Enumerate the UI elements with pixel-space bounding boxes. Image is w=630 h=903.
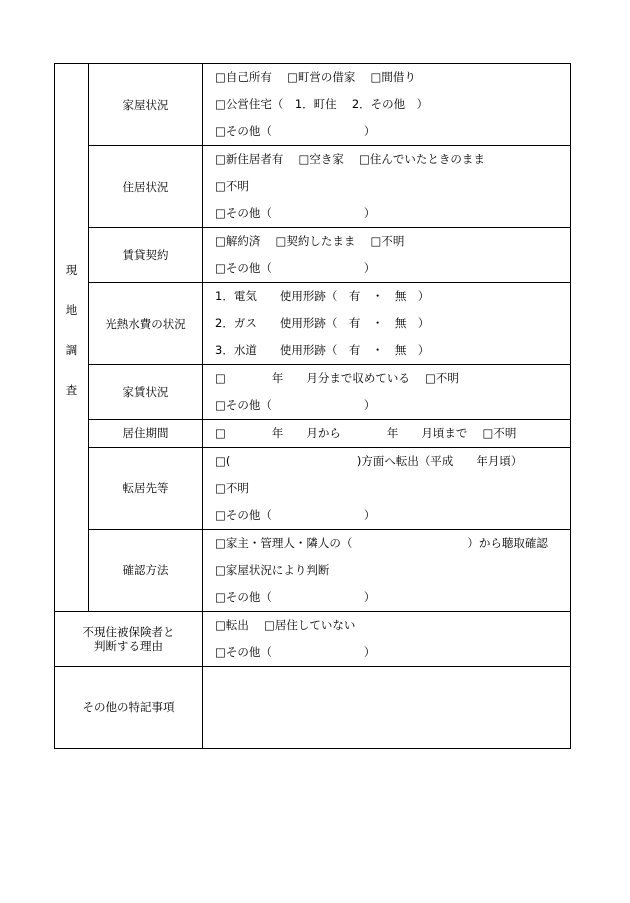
option-line[interactable]: □公営住宅（ 1．町住 2．その他 ） [215, 97, 429, 112]
option-line[interactable]: □その他（ ） [215, 205, 376, 220]
option-line[interactable]: 2．ガス 使用形跡（ 有 ・ 無 ） [215, 316, 430, 331]
vertical-label-char: 現 [65, 263, 78, 278]
row-label-rental-contract: 賃貸契約 [89, 228, 203, 283]
rent-status-options [203, 365, 571, 420]
row-label-utilities-status: 光熱水費の状況 [89, 283, 203, 365]
option-line[interactable]: □解約済 □契約したまま □不明 [215, 234, 405, 249]
row-label-moving-destination: 転居先等 [89, 447, 203, 529]
row-label-confirmation-method: 確認方法 [89, 529, 203, 611]
non-residence-reason-line1: 不現住被保険者と [82, 624, 175, 639]
non-residence-reason-line2: 判断する理由 [94, 638, 163, 653]
option-line[interactable]: □その他（ ） [215, 507, 376, 522]
option-line[interactable]: □家屋状況により判断 [215, 562, 330, 577]
option-line[interactable]: □転出 □居住していない [215, 618, 356, 632]
option-line[interactable]: □その他（ ） [215, 644, 376, 659]
row-label-house-status: 家屋状況 [89, 64, 203, 146]
option-line[interactable]: □その他（ ） [215, 123, 376, 138]
confirmation-method-options [203, 529, 571, 611]
option-line[interactable]: □その他（ ） [215, 398, 376, 412]
option-line[interactable]: □ 年 月から 年 月頃まで □不明 [215, 426, 517, 440]
utilities-status-options [203, 283, 571, 365]
row-label-residence-period: 居住期間 [89, 420, 203, 448]
option-line[interactable]: □その他（ ） [215, 261, 376, 275]
vertical-label-char: 調 [65, 343, 78, 358]
option-line[interactable]: □( )方面へ転出（平成 年月頃） [215, 454, 523, 469]
field-survey-vertical-label [55, 64, 89, 612]
option-line[interactable]: □自己所有 □町営の借家 □間借り [215, 70, 416, 85]
vertical-label-char: 地 [65, 303, 78, 318]
option-line[interactable]: □新住居者有 □空き家 □住んでいたときのまま [215, 152, 485, 167]
option-line[interactable]: □ 年 月分まで収めている □不明 [215, 371, 459, 386]
option-line[interactable]: □不明 [215, 179, 249, 194]
row-label-non-residence-reason [55, 611, 203, 666]
option-line[interactable]: □その他（ ） [215, 589, 376, 604]
row-label-residence-status: 住居状況 [89, 146, 203, 228]
option-line[interactable]: □不明 [215, 480, 249, 495]
rental-contract-options [203, 228, 571, 283]
residence-period-options [203, 420, 571, 448]
option-line[interactable]: 3．水道 使用形跡（ 有 ・ 無 ） [215, 342, 430, 357]
house-status-options [203, 64, 571, 146]
option-line[interactable]: □家主・管理人・隣人の（ ）から聴取確認 [215, 536, 548, 551]
survey-form-table [54, 63, 571, 749]
residence-status-options [203, 146, 571, 228]
option-line[interactable]: 1．電気 使用形跡（ 有 ・ 無 ） [215, 289, 430, 304]
row-label-rent-status: 家賃状況 [89, 365, 203, 420]
non-residence-reason-options [203, 611, 571, 666]
vertical-label-char: 査 [65, 383, 78, 398]
moving-destination-options [203, 447, 571, 529]
other-notes-field[interactable] [203, 666, 571, 748]
row-label-other-notes: その他の特記事項 [55, 666, 203, 748]
